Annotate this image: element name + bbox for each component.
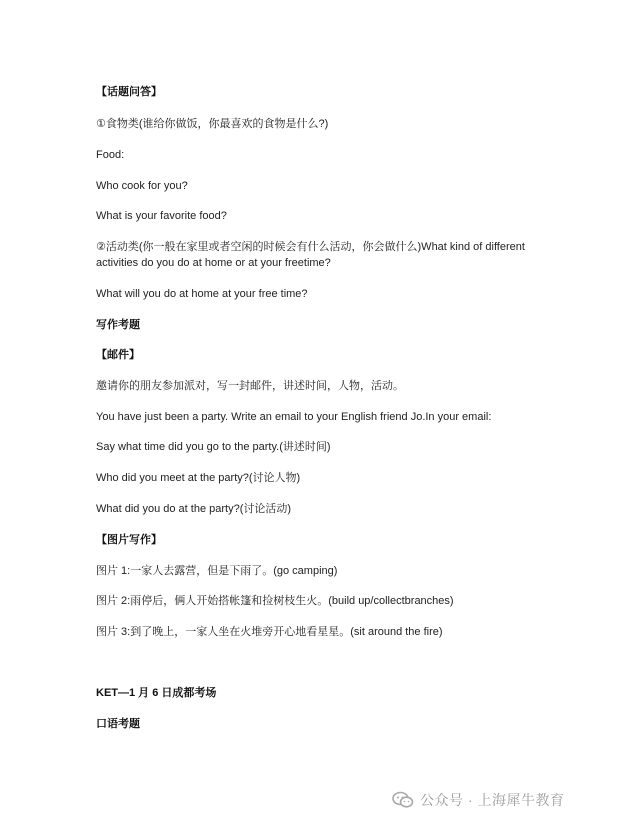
- section-heading-writing: 写作考题: [96, 319, 140, 331]
- question-category-food: ①食物类(谁给你做饭，你最喜欢的食物是什么?): [96, 118, 329, 130]
- question-category-activities: ②活动类(你一般在家里或者空闲的时候会有什么活动，你会做什么)What kind of different activities do you do at home or at your freetime?: [96, 241, 525, 269]
- text-line: What will you do at home at your free time?: [96, 288, 308, 300]
- section-heading-email: 【邮件】: [96, 349, 140, 361]
- text-line: Who did you meet at the party?(讨论人物): [96, 472, 301, 484]
- watermark: [392, 788, 564, 812]
- text-line: What did you do at the party?(讨论活动): [96, 503, 292, 515]
- text-line: 邀请你的朋友参加派对，写一封邮件，讲述时间，人物，活动。: [96, 380, 404, 392]
- text-line: Say what time did you go to the party.(讲述时间): [96, 441, 331, 453]
- text-line: You have just been a party. Write an email to your English friend Jo.In your email:: [96, 411, 492, 423]
- text-line: 图片 2:雨停后，俩人开始搭帐篷和捡树枝生火。(build up/collectbranches): [96, 595, 454, 607]
- text-line: What is your favorite food?: [96, 210, 227, 222]
- section-heading-speaking: 口语考题: [96, 718, 140, 730]
- watermark-text: 公众号 · 上海犀牛教育: [420, 792, 565, 808]
- section-heading-topic-qa: 【话题问答】: [96, 86, 162, 98]
- text-line: Who cook for you?: [96, 180, 188, 192]
- text-line: 图片 1:一家人去露营，但是下雨了。(go camping): [96, 565, 338, 577]
- text-line: 图片 3:到了晚上，一家人坐在火堆旁开心地看星星。(sit around the fire): [96, 626, 443, 638]
- wechat-icon: [392, 791, 414, 809]
- section-heading-picture-writing: 【图片写作】: [96, 534, 162, 546]
- section-heading-ket-chengdu: KET—1 月 6 日成都考场: [96, 687, 217, 699]
- text-line: Food:: [96, 149, 125, 161]
